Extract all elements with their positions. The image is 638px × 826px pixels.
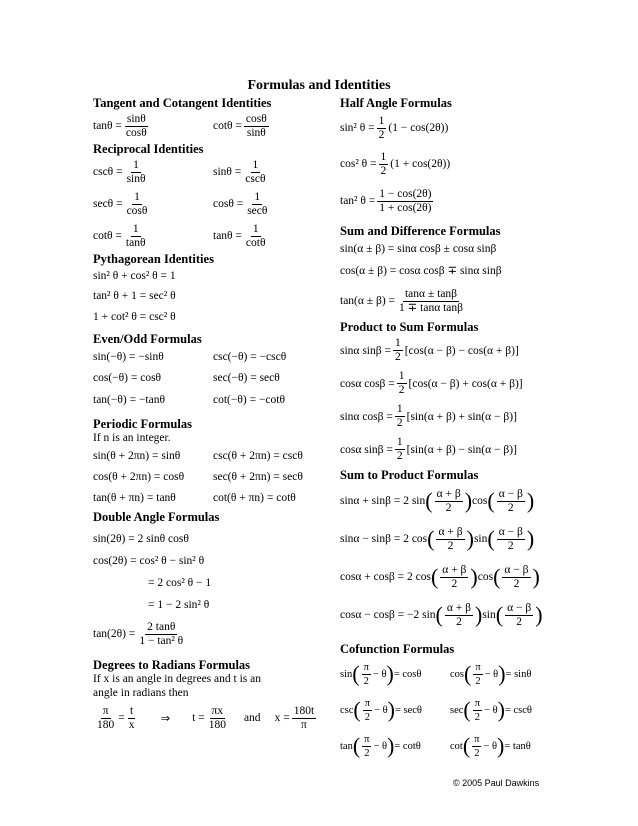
section-title: Degrees to Radians Formulas [93,658,251,672]
section-title: Pythagorean Identities [93,252,214,266]
formula-row: sinα − sinβ = 2 cos ( $\frac{\alpha + \beta}{2}$ ) sin ( $\frac{\alpha - \beta}{2}$ ) [340,525,535,552]
formula-row: tan(2θ) = $\frac{2 \tan\theta}{\text{1 − tan² θ}}$ [93,620,184,647]
product-to-sum-section [340,320,610,466]
sum-to-product-section [340,468,610,634]
formula-line: = 1 − 2 sin² θ [148,599,210,611]
periodic-section [93,417,338,508]
formula-line: sin(α ± β) = sinα cosβ ± cosα sinβ [340,243,497,255]
section-title: Tangent and Cotangent Identities [93,96,272,110]
formula-row: tan(−θ) = −tanθ cot(−θ) = −cotθ [93,393,285,406]
degrees-radians-section [93,658,338,736]
formula-line: cos(2θ) = cos² θ − sin² θ [93,555,205,567]
copyright-footer: © 2005 Paul Dawkins [453,778,540,788]
formula-line: = 2 cos² θ − 1 [148,577,212,589]
left-column [93,96,338,736]
formula-row: sin(−θ) = −sinθ csc(−θ) = −cscθ [93,350,287,363]
formula-row: cscθ = $\frac{1}{\sin\theta}$ sinθ = $\frac{1}{\csc\theta}$ [93,158,266,185]
section-title: Cofunction Formulas [340,642,455,656]
formula-row: cosα sinβ = $\frac{1}{2}$ [sin(α + β) − sin(α − β)] [340,436,517,462]
section-title: Half Angle Formulas [340,96,452,110]
half-angle-section [340,96,610,220]
section-title: Product to Sum Formulas [340,320,479,334]
double-angle-section [93,510,338,652]
formula-row: sin(θ + 2πn) = sinθ csc(θ + 2πn) = cscθ [93,449,303,462]
formula-row: cotθ = $\frac{1}{\tan\theta}$ tanθ = $\frac{1}{\cot\theta}$ [93,222,266,249]
formula-row: sinα cosβ = $\frac{1}{2}$ [sin(α + β) + sin(α − β)] [340,403,517,429]
section-title: Even/Odd Formulas [93,332,202,346]
fraction: $\frac{\sin\theta}{\cos\theta}$ [125,112,147,139]
formula-row: sinα + sinβ = 2 sin ( $\frac{\alpha + \beta}{2}$ ) cos ( $\frac{\alpha - \beta}{2}$ ) [340,487,535,514]
note-text: If n is an integer. [93,432,171,444]
formula-row: cos(−θ) = cosθ sec(−θ) = secθ [93,371,280,384]
formula-row: sin ( $\frac{\pi}{2}$ − θ ) = cosθ cos ( $\frac{\pi}{2}$ − θ ) = sinθ [340,661,532,687]
cofunction-section [340,642,610,764]
formula-line: cos(α ± β) = cosα cosβ ∓ sinα sinβ [340,265,502,277]
fraction: $\frac{\cos\theta}{\sin\theta}$ [245,112,267,139]
formula-line: sin(2θ) = 2 sinθ cosθ [93,533,189,545]
description-text: angle in radians then [93,687,189,699]
right-column [340,96,610,764]
section-title: Sum and Difference Formulas [340,224,501,238]
formula-row: secθ = $\frac{1}{\cos\theta}$ cosθ = $\frac{1}{\sec\theta}$ [93,190,268,217]
section-title: Sum to Product Formulas [340,468,479,482]
formula-row: sinα sinβ = $\frac{1}{2}$ [cos(α − β) − cos(α + β)] [340,337,519,363]
formula-lhs: cotθ = [213,120,242,132]
reciprocal-section [93,142,338,252]
formula-row: cos(θ + 2πn) = cosθ sec(θ + 2πn) = secθ [93,470,303,483]
formula-row: csc ( $\frac{\pi}{2}$ − θ ) = secθ sec ( $\frac{\pi}{2}$ − θ ) = cscθ [340,697,532,723]
formula-row: tan(θ + πn) = tanθ cot(θ + πn) = cotθ [93,491,296,504]
formula-row: cosα + cosβ = 2 cos ( $\frac{\alpha + \beta}{2}$ ) cos ( $\frac{\alpha - \beta}{2}$ ) [340,563,540,590]
even-odd-section [93,332,338,411]
implies-arrow: ⇒ [160,713,171,725]
formula-row: cos² θ = $\frac{1}{2}$ (1 + cos(2θ)) [340,150,451,177]
formula-row: cosα cosβ = $\frac{1}{2}$ [cos(α − β) + cos(α + β)] [340,370,523,396]
formula-row: tan² θ = $\frac{1 - \cos(2\theta)}{1 + \cos(2\theta)}$ [340,187,432,214]
formula-row: tan(α ± β) = $\frac{\tan\alpha \pm \tan\beta}{\text{1 ∓ tanα tanβ}}$ [340,287,464,314]
section-title: Double Angle Formulas [93,510,220,524]
formula-row: tan ( $\frac{\pi}{2}$ − θ ) = cotθ cot ( $\frac{\pi}{2}$ − θ ) = tanθ [340,733,531,759]
formula-row: cosα − cosβ = −2 sin ( $\frac{\alpha + \beta}{2}$ ) sin ( $\frac{\alpha - \beta}{2}$ ) [340,601,543,628]
formula-line: 1 + cot² θ = csc² θ [93,311,176,323]
tangent-cotangent-section [93,96,338,142]
sum-difference-section [340,224,610,320]
page-title: Formulas and Identities [247,78,391,93]
formula-lhs: tanθ = [93,120,122,132]
formula-line: tan² θ + 1 = sec² θ [93,290,176,302]
section-title: Periodic Formulas [93,417,192,431]
formula-row: sin² θ = $\frac{1}{2}$ (1 − cos(2θ)) [340,114,449,141]
pythagorean-section [93,252,338,328]
formula-line: sin² θ + cos² θ = 1 [93,270,176,282]
formula-row: $\frac{\pi}{180}$ = $\frac{t}{x}$ ⇒ t = $\frac{\pi x}{180}$ and x = $\frac{180t}{\pi}$ [97,704,315,731]
section-title: Reciprocal Identities [93,142,204,156]
description-text: If x is an angle in degrees and t is an [93,673,261,685]
fraction: $\frac{2 \tan\theta}{\text{1 − tan² θ}}$ [139,620,184,647]
